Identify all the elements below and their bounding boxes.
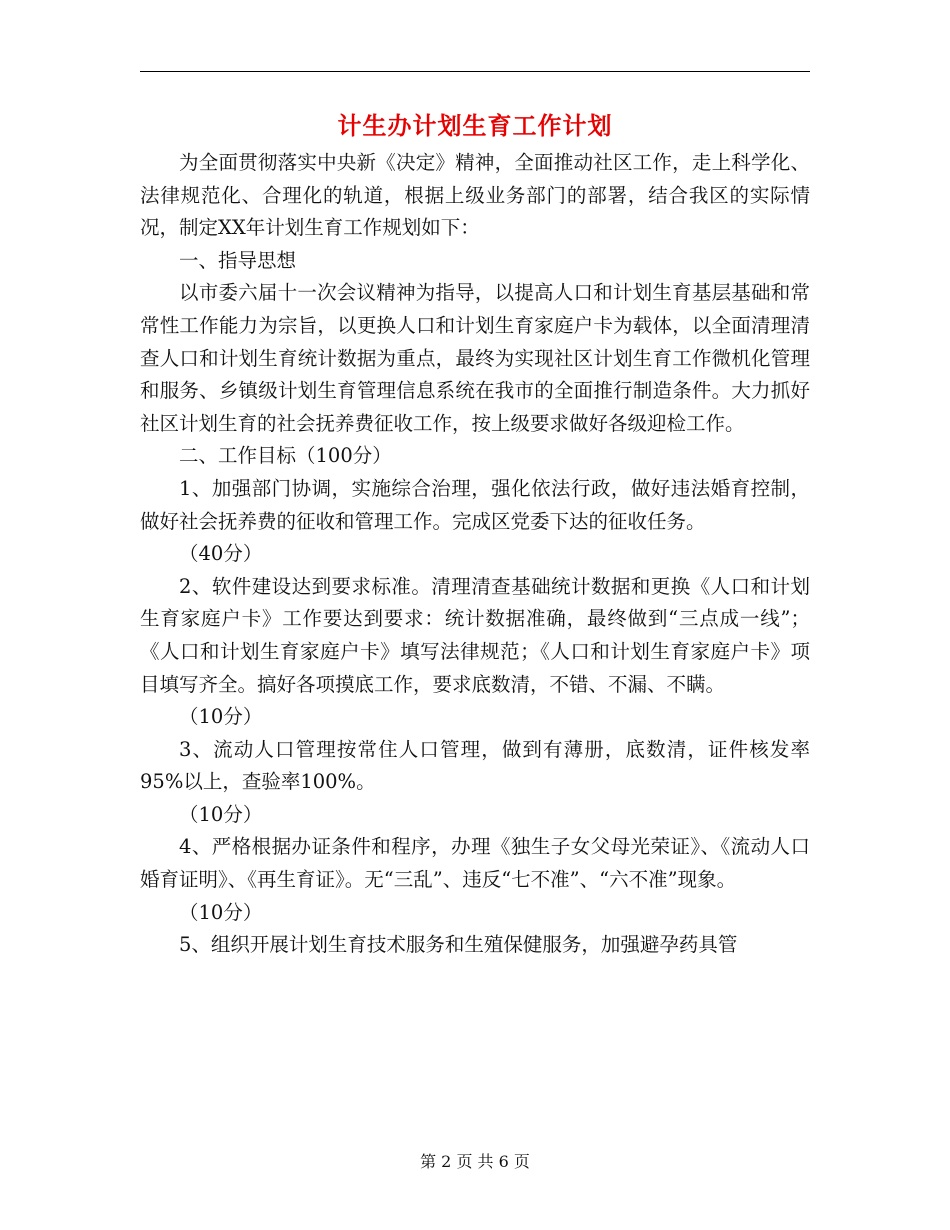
score-goal-3: （10分） bbox=[179, 802, 263, 826]
paragraph-goal-1: 1、加强部门协调，实施综合治理，强化依法行政，做好违法婚育控制，做好社会抚养费的征收和管理工作。完成区党委下达的征收任务。 bbox=[140, 476, 810, 533]
document-title: 计生办计划生育工作计划 bbox=[337, 111, 613, 140]
heading-work-goals: 二、工作目标（100分） bbox=[179, 444, 392, 468]
page-number: 第 2 页 共 6 页 bbox=[420, 1152, 530, 1171]
document-body bbox=[140, 147, 810, 962]
score-goal-4: （10分） bbox=[179, 900, 263, 924]
paragraph-goal-3: 3、流动人口管理按常住人口管理，做到有薄册，底数清，证件核发率95%以上，查验率100%。 bbox=[140, 737, 810, 794]
paragraph-goal-4: 4、严格根据办证条件和程序，办理《独生子女父母光荣证》、《流动人口婚育证明》、《再生育证》。无“三乱”、违反“七不准”、“六不准”现象。 bbox=[140, 835, 810, 892]
score-goal-2: （10分） bbox=[179, 705, 263, 729]
paragraph-intro: 为全面贯彻落实中央新《决定》精神，全面推动社区工作，走上科学化、法律规范化、合理化的轨道，根据上级业务部门的部署，结合我区的实际情况，制定XX年计划生育工作规划如下： bbox=[140, 151, 810, 240]
header-rule bbox=[140, 71, 810, 72]
paragraph-goal-5: 5、组织开展计划生育技术服务和生殖保健服务，加强避孕药具管 bbox=[179, 933, 738, 957]
paragraph-guiding-ideology: 以市委六届十一次会议精神为指导，以提高人口和计划生育基层基础和常常性工作能力为宗旨，以更换人口和计划生育家庭户卡为载体，以全面清理清查人口和计划生育统计数据为重点，最终为实现社区计划生育工作微机化管理和服务、乡镇级计划生育管理信息系统在我市的全面推行制造条件。大力抓好社区计划生育的社会抚养费征收工作，按上级要求做好各级迎检工作。 bbox=[140, 281, 810, 435]
score-goal-1: （40分） bbox=[179, 542, 263, 566]
heading-guiding-ideology: 一、指导思想 bbox=[179, 248, 297, 272]
paragraph-goal-2: 2、软件建设达到要求标准。清理清查基础统计数据和更换《人口和计划生育家庭户卡》工作要达到要求：统计数据准确，最终做到“三点成一线”；《人口和计划生育家庭户卡》填写法律规范；《人口和计划生育家庭户卡》项目填写齐全。搞好各项摸底工作，要求底数清，不错、不漏、不瞒。 bbox=[140, 574, 810, 696]
